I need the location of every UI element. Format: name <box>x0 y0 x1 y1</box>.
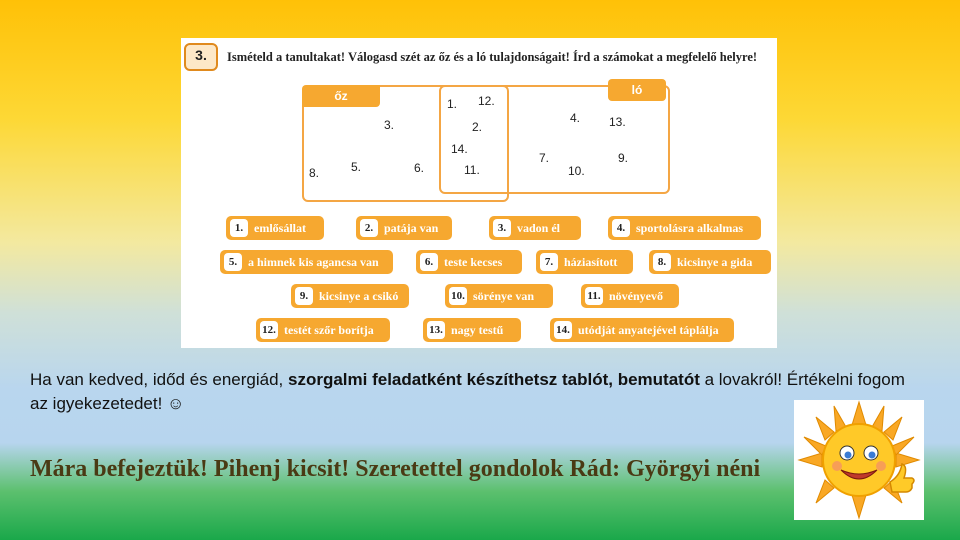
chip-number: 12. <box>260 321 278 339</box>
placed-number: 12. <box>478 94 495 108</box>
chip-number: 14. <box>554 321 572 339</box>
chip-text: növényevő <box>609 288 663 303</box>
property-chip <box>226 216 324 240</box>
chip-number: 13. <box>427 321 445 339</box>
property-chip <box>445 284 553 308</box>
placed-number: 3. <box>384 118 395 132</box>
chip-text: sörénye van <box>473 288 534 303</box>
chip-number: 8. <box>653 253 671 271</box>
smiley-icon: ☺ <box>167 394 185 413</box>
chip-text: háziasított <box>564 254 618 269</box>
paragraph-bold-text: szorgalmi feladatként készíthetsz tablót, bemutatót <box>288 370 700 389</box>
property-chip <box>649 250 771 274</box>
chip-text: a himnek kis agancsa van <box>248 254 379 269</box>
oz-label: őz <box>302 85 380 107</box>
chip-number: 10. <box>449 287 467 305</box>
placed-number: 8. <box>309 166 320 180</box>
chip-number: 11. <box>585 287 603 305</box>
placed-number: 10. <box>568 164 585 178</box>
smiling-sun-image <box>794 400 924 520</box>
chip-text: teste kecses <box>444 254 503 269</box>
chip-number: 6. <box>420 253 438 271</box>
property-chip <box>356 216 452 240</box>
chip-text: kicsinye a gida <box>677 254 753 269</box>
homework-paragraph <box>30 368 910 416</box>
chip-number: 4. <box>612 219 630 237</box>
placed-number: 6. <box>414 161 425 175</box>
placed-number: 5. <box>351 160 362 174</box>
placed-number: 4. <box>570 111 581 125</box>
placed-number: 7. <box>539 151 550 165</box>
chip-number: 5. <box>224 253 242 271</box>
chip-text: vadon él <box>517 220 561 235</box>
exercise-image <box>181 38 777 348</box>
chip-number: 7. <box>540 253 558 271</box>
exercise-number: 3. <box>184 43 218 71</box>
placed-number: 13. <box>609 115 626 129</box>
chip-text: nagy testű <box>451 322 504 337</box>
placed-number: 14. <box>451 142 468 156</box>
chip-text: utódját anyatejével táplálja <box>578 322 719 337</box>
chip-number: 2. <box>360 219 378 237</box>
chip-text: emlősállat <box>254 220 306 235</box>
chip-text: sportolásra alkalmas <box>636 220 744 235</box>
property-chip <box>423 318 521 342</box>
property-chip <box>581 284 679 308</box>
property-chip <box>550 318 734 342</box>
placed-number: 1. <box>447 97 458 111</box>
property-chip <box>489 216 581 240</box>
lo-box <box>439 85 670 194</box>
closing-message: Mára befejeztük! Pihenj kicsit! Szeretettel gondolok Rád: Györgyi néni <box>30 456 761 482</box>
exercise-instruction: Ismételd a tanultakat! Válogasd szét az őz és a ló tulajdonságait! Írd a számokat a megfelelő helyre! <box>227 50 758 64</box>
property-chip <box>608 216 761 240</box>
property-chip <box>256 318 390 342</box>
placed-number: 11. <box>464 163 480 177</box>
chip-number: 9. <box>295 287 313 305</box>
property-chip <box>220 250 393 274</box>
property-chip <box>291 284 409 308</box>
paragraph-text-start: Ha van kedved, időd és energiád, <box>30 370 289 389</box>
chip-text: testét szőr borítja <box>284 322 374 337</box>
property-chip <box>536 250 633 274</box>
placed-number: 9. <box>618 151 629 165</box>
chip-text: patája van <box>384 220 439 235</box>
property-chip <box>416 250 522 274</box>
placed-number: 2. <box>472 120 483 134</box>
chip-text: kicsinye a csikó <box>319 288 399 303</box>
lo-label: ló <box>608 79 666 101</box>
sun-icon <box>794 400 924 520</box>
chip-number: 1. <box>230 219 248 237</box>
paragraph-text-end: a lovakról! Értékelni fogom az igyekezetedet! <box>30 370 905 413</box>
chip-number: 3. <box>493 219 511 237</box>
